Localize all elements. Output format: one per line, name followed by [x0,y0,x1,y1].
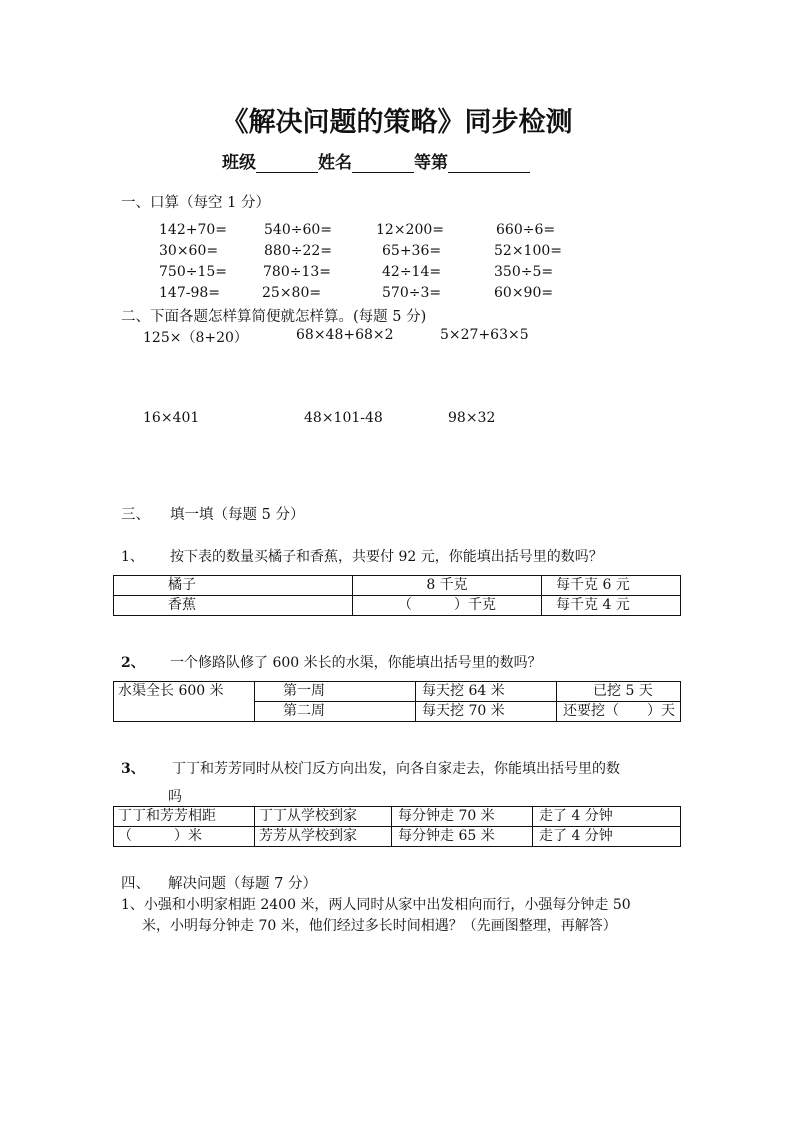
q3-text-cont: 吗 [168,789,182,805]
q1-text: 按下表的数量买橘子和香蕉，共要付 92 元，你能填出括号里的数吗？ [170,549,603,565]
table-cell[interactable]: （ ）米 [114,827,255,847]
calc-item: 68×48+68×2 [296,327,394,343]
table-cell: 每分钟走 70 米 [392,807,533,827]
section2-heading: 二、下面各题怎样算简便就怎样算。(每题 5 分) [121,309,427,325]
table-cell: 丁丁和芳芳相距 [114,807,255,827]
s4-q1-line1: 1、小强和小明家相距 2400 米，两人同时从家中出发相向而行，小强每分钟走 50 [121,897,631,913]
math-item: 880÷22= [264,243,332,259]
q2-num: 2、 [121,655,145,671]
math-item: 52×100= [494,243,562,259]
table-cell: 每天挖 70 米 [416,702,557,722]
q1-num: 1、 [121,549,144,565]
math-item: 570÷3= [382,285,442,301]
q3-num: 3、 [121,761,145,777]
s4-q1-line2: 米，小明每分钟走 70 米，他们经过多长时间相遇？（先画图整理，再解答） [142,918,617,934]
grade-blank[interactable] [448,154,530,173]
section4-heading-num: 四、 [121,876,150,892]
table-row [114,827,681,847]
math-item: 540÷60= [264,222,332,238]
table-cell: 走了 4 分钟 [533,827,681,847]
table-cell: 香蕉 [114,596,353,616]
table-row [114,596,681,616]
page-title: 《解决问题的策略》同步检测 [221,107,573,138]
section3-heading: 填一填（每题 5 分） [170,507,305,523]
class-label: 班级 [222,153,256,173]
grade-label: 等第 [414,153,448,173]
table-cell[interactable]: （ ）千克 [353,596,542,616]
table-cell: 8 千克 [353,576,542,596]
table-row [114,807,681,827]
table-cell: 第一周 [255,682,416,702]
math-item: 42÷14= [382,264,442,280]
name-label: 姓名 [318,153,352,173]
math-item: 30×60= [159,243,219,259]
student-info-line [222,148,530,173]
math-item: 750÷15= [159,264,227,280]
table-cell: 已挖 5 天 [557,682,681,702]
math-item: 147-98= [159,285,220,301]
calc-item: 5×27+63×5 [440,327,529,343]
table-cell: 每分钟走 65 米 [392,827,533,847]
q2-text: 一个修路队修了 600 米长的水渠，你能填出括号里的数吗？ [170,655,542,671]
table-cell: 走了 4 分钟 [533,807,681,827]
table-cell: 每天挖 64 米 [416,682,557,702]
section3-heading-num: 三、 [121,507,150,523]
table-cell: 橘子 [114,576,353,596]
q3-text: 丁丁和芳芳同时从校门反方向出发，向各自家走去，你能填出括号里的数 [172,761,620,777]
table-cell: 第二周 [255,702,416,722]
table-cell: 水渠全长 600 米 [114,682,255,722]
math-item: 60×90= [494,285,554,301]
class-blank[interactable] [256,154,318,173]
calc-item: 98×32 [448,410,496,426]
math-item: 780÷13= [263,264,331,280]
math-item: 65+36= [382,243,442,259]
table-row [114,682,681,702]
table-cell: 每千克 4 元 [542,596,681,616]
table-cell[interactable]: 还要挖（ ）天 [557,702,681,722]
calc-item: 48×101-48 [304,410,383,426]
calc-item: 125×（8+20） [143,330,248,346]
q2-table [113,681,681,722]
name-blank[interactable] [352,154,414,173]
table-cell: 芳芳从学校到家 [255,827,392,847]
math-item: 660÷6= [496,222,556,238]
math-item: 350÷5= [494,264,554,280]
math-item: 12×200= [376,222,444,238]
q1-table [113,575,681,616]
q3-table [113,806,681,847]
math-item: 25×80= [262,285,322,301]
table-cell: 丁丁从学校到家 [255,807,392,827]
section4-heading: 解决问题（每题 7 分） [168,876,317,892]
math-item: 142+70= [159,222,227,238]
table-row [114,576,681,596]
table-cell: 每千克 6 元 [542,576,681,596]
calc-item: 16×401 [143,410,200,426]
section1-heading: 一、口算（每空 1 分） [121,195,270,211]
